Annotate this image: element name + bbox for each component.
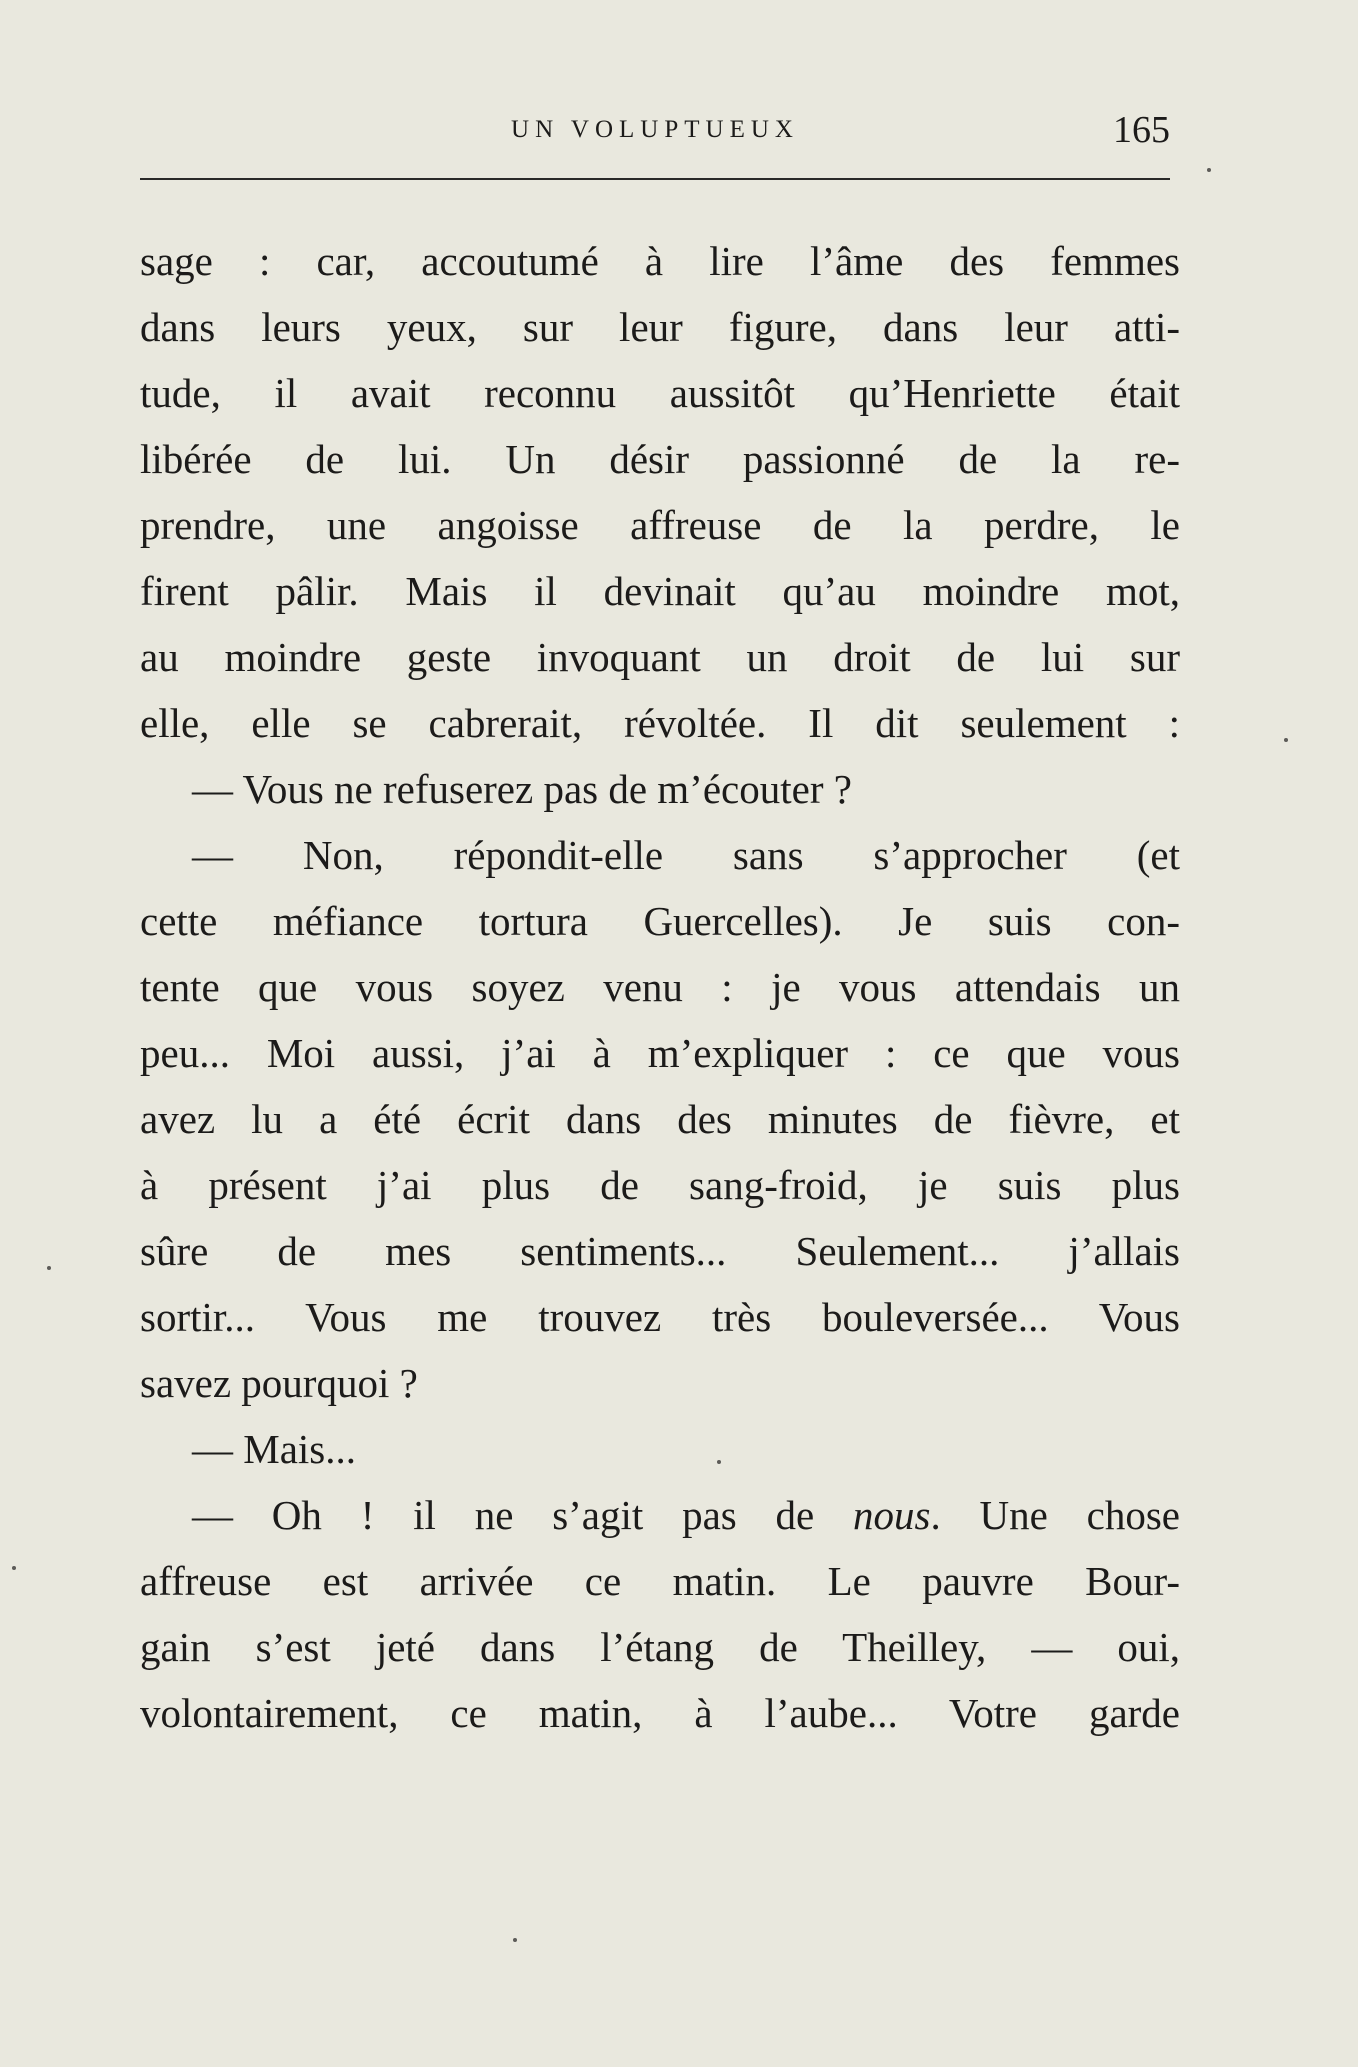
emphasized-word: nous bbox=[853, 1492, 931, 1538]
text-line: prendre, une angoisse affreuse de la perdre, le bbox=[140, 502, 1180, 548]
paper-speck bbox=[717, 1460, 721, 1464]
text-line: sûre de mes sentiments... Seulement... j’allais bbox=[140, 1228, 1180, 1274]
text-line: elle, elle se cabrerait, révoltée. Il dit seulement : bbox=[140, 700, 1180, 746]
paper-speck bbox=[513, 1938, 517, 1942]
text-line: à présent j’ai plus de sang-froid, je suis plus bbox=[140, 1162, 1180, 1208]
text-line: peu... Moi aussi, j’ai à m’expliquer : ce que vous bbox=[140, 1030, 1180, 1076]
running-head bbox=[140, 108, 1170, 158]
text-line: tente que vous soyez venu : je vous attendais un bbox=[140, 964, 1180, 1010]
text-segment: — Oh ! il ne s’agit pas de bbox=[192, 1492, 854, 1538]
text-line: avez lu a été écrit dans des minutes de fièvre, et bbox=[140, 1096, 1180, 1142]
paper-speck bbox=[12, 1566, 16, 1570]
dialogue-line: — Non, répondit-elle sans s’approcher (et bbox=[192, 832, 1180, 878]
text-line: libérée de lui. Un désir passionné de la re- bbox=[140, 436, 1180, 482]
text-line: sortir... Vous me trouvez très bouleversée... Vous bbox=[140, 1294, 1180, 1340]
body-text bbox=[140, 228, 1180, 1746]
text-line: volontairement, ce matin, à l’aube... Votre garde bbox=[140, 1690, 1180, 1736]
running-title: UN VOLUPTUEUX bbox=[511, 116, 799, 143]
text-line: sage : car, accoutumé à lire l’âme des femmes bbox=[140, 238, 1180, 284]
page-number: 165 bbox=[1113, 109, 1170, 151]
header-rule bbox=[140, 178, 1170, 180]
text-line: gain s’est jeté dans l’étang de Theilley, — oui, bbox=[140, 1624, 1180, 1670]
dialogue-line: — Vous ne refuserez pas de m’écouter ? bbox=[192, 766, 852, 812]
text-line: savez pourquoi ? bbox=[140, 1360, 418, 1406]
paper-speck bbox=[47, 1266, 51, 1270]
text-line: cette méfiance tortura Guercelles). Je suis con- bbox=[140, 898, 1180, 944]
text-segment: . Une chose bbox=[930, 1492, 1180, 1538]
paper-speck bbox=[1207, 168, 1211, 172]
text-line: tude, il avait reconnu aussitôt qu’Henriette était bbox=[140, 370, 1180, 416]
dialogue-line: — Mais... bbox=[192, 1426, 356, 1472]
paper-speck bbox=[1284, 738, 1288, 742]
dialogue-line bbox=[140, 1482, 1180, 1548]
text-line: firent pâlir. Mais il devinait qu’au moindre mot, bbox=[140, 568, 1180, 614]
text-line: au moindre geste invoquant un droit de lui sur bbox=[140, 634, 1180, 680]
text-line: dans leurs yeux, sur leur figure, dans leur atti- bbox=[140, 304, 1180, 350]
text-line: affreuse est arrivée ce matin. Le pauvre Bour- bbox=[140, 1558, 1180, 1604]
